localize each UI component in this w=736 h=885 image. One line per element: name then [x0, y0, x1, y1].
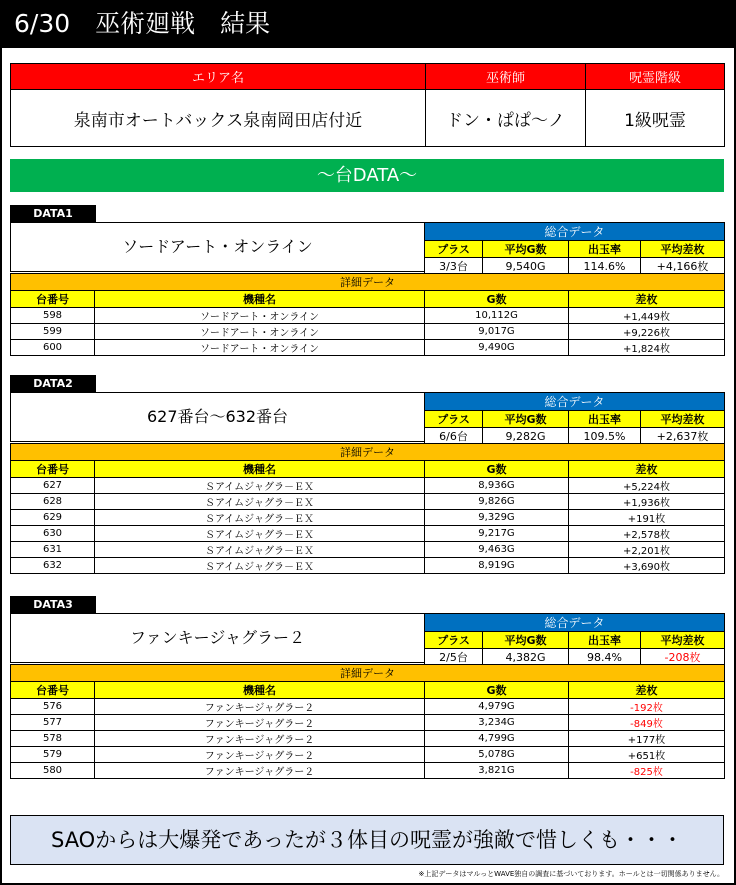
machine-title: ソードアート・オンライン [10, 222, 424, 272]
diff-value: +191枚 [569, 510, 725, 526]
machine-name: Ｓアイムジャグラ－ＥＸ [95, 494, 425, 510]
avg-diff-value: -208枚 [641, 649, 725, 666]
area-value: 泉南市オートバックス泉南岡田店付近 [11, 90, 426, 147]
grade-header: 呪霊階級 [586, 64, 725, 90]
games-value: 9,017G [425, 324, 569, 340]
data-banner: ～台DATA～ [10, 159, 724, 192]
machine-name: ソードアート・オンライン [95, 324, 425, 340]
avg-diff-header: 平均差枚 [641, 411, 725, 428]
machine-no: 576 [11, 699, 95, 715]
games-value: 8,919G [425, 558, 569, 574]
avg-games-header: 平均G数 [483, 241, 569, 258]
games-value: 4,799G [425, 731, 569, 747]
avg-diff-header: 平均差枚 [641, 632, 725, 649]
diff-value: +9,226枚 [569, 324, 725, 340]
payout-header: 出玉率 [569, 241, 641, 258]
summary-title: 総合データ [425, 393, 725, 411]
games-value: 8,936G [425, 478, 569, 494]
summary-title: 総合データ [425, 223, 725, 241]
machine-name: Ｓアイムジャグラ－ＥＸ [95, 526, 425, 542]
footnote: ※上記データはマルっとWAVE独自の調査に基づいております。ホールとは一切関係ありません。 [418, 870, 724, 878]
comment-box: SAOからは大爆発であったが３体目の呪霊が強敵で惜しくも・・・ [10, 815, 724, 865]
payout-value: 114.6% [569, 258, 641, 275]
avg-games-value: 4,382G [483, 649, 569, 666]
diff-value: +1,936枚 [569, 494, 725, 510]
games-value: 5,078G [425, 747, 569, 763]
avg-games-value: 9,282G [483, 428, 569, 445]
data-tag: DATA1 [10, 205, 96, 222]
diff-value: +5,224枚 [569, 478, 725, 494]
diff-header: 差枚 [569, 461, 725, 478]
machine-no: 577 [11, 715, 95, 731]
machine-name: Ｓアイムジャグラ－ＥＸ [95, 478, 425, 494]
plus-header: プラス [425, 411, 483, 428]
table-row [11, 542, 725, 558]
diff-value: -825枚 [569, 763, 725, 779]
machine-no: 600 [11, 340, 95, 356]
summary-table [424, 222, 725, 275]
games-value: 9,490G [425, 340, 569, 356]
machine-no: 598 [11, 308, 95, 324]
table-row [11, 478, 725, 494]
detail-title: 詳細データ [11, 274, 725, 291]
detail-title: 詳細データ [11, 444, 725, 461]
avg-games-header: 平均G数 [483, 632, 569, 649]
diff-value: +2,578枚 [569, 526, 725, 542]
plus-value: 6/6台 [425, 428, 483, 445]
diff-value: +1,449枚 [569, 308, 725, 324]
machine-name: ソードアート・オンライン [95, 308, 425, 324]
machine-no: 632 [11, 558, 95, 574]
grade-value: 1級呪霊 [586, 90, 725, 147]
header-table [10, 63, 725, 147]
machine-no: 628 [11, 494, 95, 510]
games-value: 9,463G [425, 542, 569, 558]
payout-value: 109.5% [569, 428, 641, 445]
table-row [11, 324, 725, 340]
machine-name-header: 機種名 [95, 461, 425, 478]
diff-value: -849枚 [569, 715, 725, 731]
machine-no: 627 [11, 478, 95, 494]
sorcerer-value: ドン・ぱぱ～ノ [426, 90, 586, 147]
machine-no: 599 [11, 324, 95, 340]
diff-value: +177枚 [569, 731, 725, 747]
games-value: 3,234G [425, 715, 569, 731]
machine-no: 580 [11, 763, 95, 779]
payout-value: 98.4% [569, 649, 641, 666]
table-row [11, 340, 725, 356]
detail-table [10, 273, 725, 356]
machine-no: 629 [11, 510, 95, 526]
machine-name-header: 機種名 [95, 682, 425, 699]
table-row [11, 526, 725, 542]
avg-diff-header: 平均差枚 [641, 241, 725, 258]
games-value: 10,112G [425, 308, 569, 324]
sorcerer-header: 巫術師 [426, 64, 586, 90]
games-value: 3,821G [425, 763, 569, 779]
games-header: G数 [425, 461, 569, 478]
diff-header: 差枚 [569, 291, 725, 308]
plus-value: 3/3台 [425, 258, 483, 275]
machine-no-header: 台番号 [11, 682, 95, 699]
table-row [11, 715, 725, 731]
machine-name: ファンキージャグラー２ [95, 715, 425, 731]
summary-table [424, 613, 725, 666]
diff-value: +2,201枚 [569, 542, 725, 558]
payout-header: 出玉率 [569, 632, 641, 649]
machine-title: ファンキージャグラー２ [10, 613, 424, 663]
games-header: G数 [425, 291, 569, 308]
data-tag: DATA2 [10, 375, 96, 392]
table-row [11, 731, 725, 747]
area-header: エリア名 [11, 64, 426, 90]
machine-name: ファンキージャグラー２ [95, 731, 425, 747]
data-tag: DATA3 [10, 596, 96, 613]
plus-value: 2/5台 [425, 649, 483, 666]
table-row [11, 699, 725, 715]
payout-header: 出玉率 [569, 411, 641, 428]
machine-title: 627番台～632番台 [10, 392, 424, 442]
machine-no: 578 [11, 731, 95, 747]
avg-games-header: 平均G数 [483, 411, 569, 428]
machine-name: ソードアート・オンライン [95, 340, 425, 356]
machine-no-header: 台番号 [11, 291, 95, 308]
table-row [11, 308, 725, 324]
diff-header: 差枚 [569, 682, 725, 699]
diff-value: +3,690枚 [569, 558, 725, 574]
games-value: 9,217G [425, 526, 569, 542]
table-row [11, 763, 725, 779]
page-title: 6/30 巫術廻戦 結果 [0, 0, 736, 48]
diff-value: -192枚 [569, 699, 725, 715]
summary-table [424, 392, 725, 445]
detail-table [10, 443, 725, 574]
machine-name: ファンキージャグラー２ [95, 763, 425, 779]
diff-value: +1,824枚 [569, 340, 725, 356]
table-row [11, 510, 725, 526]
machine-no: 579 [11, 747, 95, 763]
detail-table [10, 664, 725, 779]
games-value: 4,979G [425, 699, 569, 715]
machine-name: Ｓアイムジャグラ－ＥＸ [95, 510, 425, 526]
machine-no: 630 [11, 526, 95, 542]
avg-diff-value: +2,637枚 [641, 428, 725, 445]
machine-name: ファンキージャグラー２ [95, 747, 425, 763]
table-row [11, 494, 725, 510]
machine-name: Ｓアイムジャグラ－ＥＸ [95, 542, 425, 558]
summary-title: 総合データ [425, 614, 725, 632]
games-value: 9,826G [425, 494, 569, 510]
plus-header: プラス [425, 241, 483, 258]
games-value: 9,329G [425, 510, 569, 526]
diff-value: +651枚 [569, 747, 725, 763]
plus-header: プラス [425, 632, 483, 649]
machine-name-header: 機種名 [95, 291, 425, 308]
machine-no-header: 台番号 [11, 461, 95, 478]
machine-no: 631 [11, 542, 95, 558]
machine-name: Ｓアイムジャグラ－ＥＸ [95, 558, 425, 574]
games-header: G数 [425, 682, 569, 699]
table-row [11, 558, 725, 574]
table-row [11, 747, 725, 763]
detail-title: 詳細データ [11, 665, 725, 682]
avg-diff-value: +4,166枚 [641, 258, 725, 275]
machine-name: ファンキージャグラー２ [95, 699, 425, 715]
avg-games-value: 9,540G [483, 258, 569, 275]
